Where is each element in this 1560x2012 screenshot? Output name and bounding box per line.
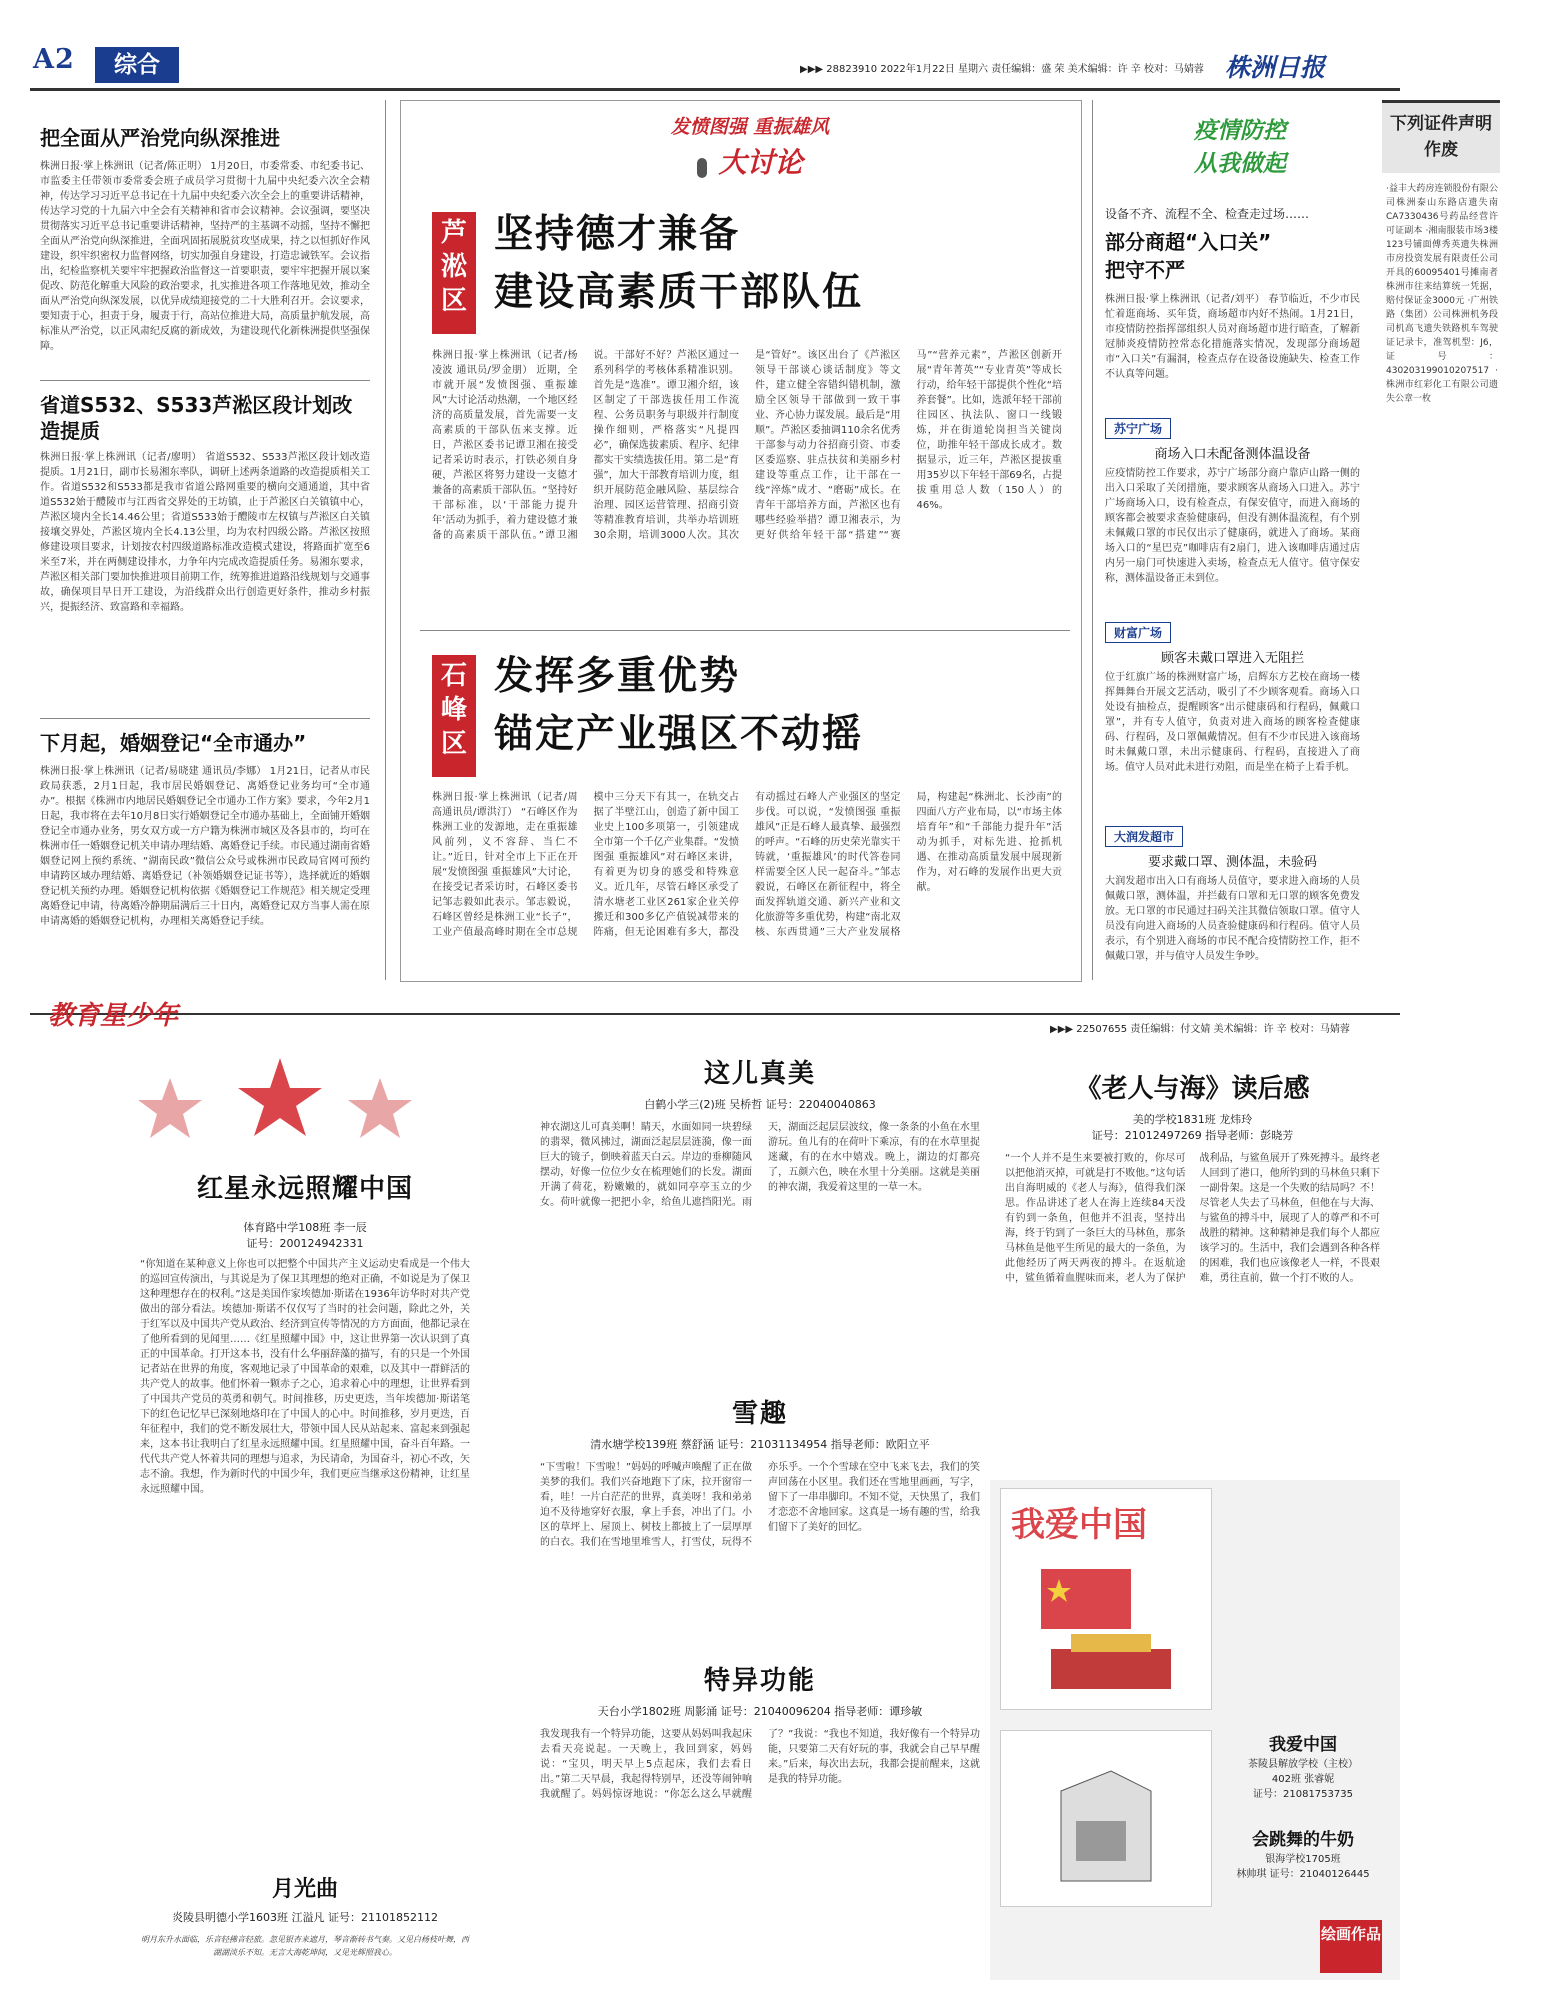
essay-title: 红星永远照耀中国 bbox=[196, 1174, 413, 1204]
section-tag: 苏宁广场 bbox=[1105, 418, 1171, 439]
notice-header bbox=[1382, 100, 1500, 173]
notice-list: ·益丰大药房连锁股份有限公司株洲泰山东路店遗失南CA7330436号药品经营许可证副本 ·湘南服装市场3楼123号铺面傅秀英遗失株洲市房投资发展有限责任公司开具的60095401号摊南者株洲市往来结算统一凭据，赔付保证金3000元 ·广州铁路（集团）公司株洲机务段司机高飞遗失铁路机车驾驶证记录卡，准驾机型：J6，证号：430203199010207517 ·株洲市红彩化工有限公司遗失公章一枚 bbox=[1386, 184, 1498, 404]
article-marriage-registration bbox=[40, 730, 370, 1004]
section-tag: 财富广场 bbox=[1105, 622, 1171, 643]
essay-moonlight bbox=[140, 1872, 470, 2003]
headline-line-2: 建设高素质干部队伍 bbox=[494, 270, 864, 315]
essay-title: 《老人与海》读后感 bbox=[1075, 1074, 1310, 1104]
headline-line-1: 发挥多重优势 bbox=[494, 654, 741, 699]
artwork-title: 我爱中国 bbox=[1269, 1735, 1337, 1755]
story-body: 株洲日报·掌上株洲讯（记者/杨凌波 通讯员/罗金朋） 近期，全市就开展“发愤图强、重振雄风”大讨论活动热潮，一个地区经济的高质量发展，首先需要一支高素质的干部队伍来支撑。近日，芦淞区委书记谭卫湘在接受记者采访时表示，打铁必须自身硬，芦淞区将努力建设一支德才兼备的高素质干部队伍。“坚持好干部标准，以‘干部能力提升年’活动为抓手，着力建设德才兼备的高素质干部队伍。”谭卫湘说。干部好不好？芦淞区通过一系列科学的考核体系精准识别。首先是“选准”。谭卫湘介绍，该区制定了干部选拔任用工作流程、公务员职务与职级并行制度操作细则，严格落实“凡提四必”，确保选拔素质、程序、纪律都实干实绩选拔任用。第二是“育强”，加大干部教育培训力度，组织开展防范金融风险、基层综合治理、园区运营管理、招商引资等精准教育培训，共举办培训班30余期，培训3000人次。其次是“管好”。该区出台了《芦淞区领导干部谈心谈话制度》等文件，建立健全容错纠错机制，激励全区领导干部做到一致干事业、齐心协力谋发展。最后是“用顺”。芦淞区委抽调110余名优秀干部参与动力谷招商引资、市委区委巡察、驻点扶贫和美丽乡村建设等重点工作，让干部在一线“淬炼”成才、“磨砺”成长。在青年干部培养方面，芦淞区也有哪些经验举措？谭卫湘表示，为更好供给年轻干部“搭建”“赛马”“营养元素”，芦淞区创新开展“青年菁英”“专业青英”等成长行动，给年轻干部提供个性化“培养套餐”。比如，选派年轻干部前往园区、执法队、窗口一线锻炼，并在街道轮岗担当关键岗位，助推年轻干部成长成才。数据显示，近三年，芦淞区提拔重用35岁以下年轻干部69名，占提拔重用总人数（150人）的46%。 bbox=[432, 350, 1062, 541]
article-title-2: 把守不严 bbox=[1105, 258, 1185, 282]
flag-and-gate-drawing bbox=[1031, 1559, 1181, 1699]
epidemic-slogan-1: 疫情防控 bbox=[1194, 118, 1286, 144]
column-divider bbox=[1092, 100, 1093, 980]
header-meta: ▶▶▶ 28823910 2022年1月22日 星期六 责任编辑：盛 荣 美术编辑：许 辛 校对：马婧蓉 bbox=[800, 64, 1204, 75]
artwork-school: 茶陵县解放学校（主校） bbox=[1248, 1759, 1358, 1770]
article-mall-checks bbox=[1105, 205, 1360, 1024]
section-title: 商场入口未配备测体温设备 bbox=[1154, 447, 1311, 462]
divider bbox=[420, 630, 1070, 631]
essay-byline: 清水塘学校139班 蔡舒涵 证号：21031134954 指导老师：欧阳立平 bbox=[590, 1438, 930, 1451]
edu-logo: 教育星少年 bbox=[48, 1001, 179, 1031]
story-body: 株洲日报·掌上株洲讯（记者/周高通讯员/谭洪汀） “石峰区作为株洲工业的发源地，走在重振雄风前列，义不容辞、当仁不让。”近日，针对全市上下正在开展“发愤图强 重振雄风”大讨论，在接受记者采访时，石峰区委书记邹志毅如此表示。邹志毅说，石峰区曾经是株洲工业“长子”，工业产值最高峰时期在全市总规模中三分天下有其一，在轨交占据了半壁江山，创造了新中国工业史上100多项第一，引领建成全市第一个千亿产业集群。“发愤图强 重振雄风”对石峰区来讲，有着更为切身的感受和特殊意义。近几年，尽管石峰区承受了清水塘老工业区261家企业关停搬迁和300多亿产值锐减带来的阵痛，但无论困难有多大，都没有动摇过石峰人产业强区的坚定步伐。可以说，“发愤图强 重振雄风”正是石峰人最真挚、最强烈的呼声。“石峰的历史荣光靠实干铸就，‘重振雄风’的时代答卷同样需要全区人民一起奋斗。”邹志毅说，石峰区在新征程中，将全面发挥轨道交通、新兴产业和文化旅游等多重优势，构建“南北双核、东西贯通”三大产业发展格局，构建起“株洲北、长沙南”的四面八方产业布局，以“市场主体培育年”和“千部能力提升年”活动为抓手，对标先进、抢抓机遇、在推动高质量发展中展现新作为，对石峰的发展作出更大贡献。 bbox=[432, 792, 1062, 938]
column-divider bbox=[385, 100, 386, 980]
essay-beautiful-here bbox=[540, 1053, 980, 1355]
article-title: 下月起，婚姻登记“全市通办” bbox=[40, 731, 307, 755]
essay-title: 月光曲 bbox=[271, 1877, 338, 1902]
masthead-logo: 株洲日报 bbox=[1225, 53, 1326, 82]
divider bbox=[40, 718, 370, 719]
star-decoration bbox=[130, 1048, 430, 1188]
header-rule bbox=[30, 88, 1400, 91]
section-label: 综合 bbox=[95, 47, 179, 83]
section-title: 要求戴口罩、测体温，未验码 bbox=[1147, 855, 1317, 870]
artwork-caption-1 bbox=[1218, 1730, 1388, 1800]
section-body: 应疫情防控工作要求，苏宁广场部分商户靠庐山路一侧的出入口采取了关闭措施，要求顾客从商场入口进入。苏宁广场商场入口，设有检查点，有保安值守，而进入商场的顾客都会被要求查验健康码，但没有测体温流程，有个别未佩戴口罩的市民仅出示了健康码，就进入了商场。某商场入口的“星巴克”咖啡店有2扇门，进入该咖啡店通过店内另一扇门可快速进入卖场，检查点无人值守。值守保安称，测体温设备正未到位。 bbox=[1105, 468, 1360, 584]
essay-old-man-sea bbox=[1005, 1068, 1380, 1451]
star-icon bbox=[138, 1078, 202, 1138]
star-icon bbox=[348, 1078, 412, 1138]
artwork-title: 会跳舞的牛奶 bbox=[1252, 1830, 1354, 1850]
essay-cert: 证号：200124942331 bbox=[246, 1237, 364, 1250]
essay-byline: 天台小学1802班 周影涌 证号：21040096204 指导老师：谭珍敏 bbox=[597, 1705, 923, 1718]
essay-body: 我发现我有一个特异功能，这要从妈妈叫我起床去看天亮说起。一天晚上，我回到家，妈妈说：“宝贝，明天早上5点起床，我们去看日出。”第二天早晨，我起得特别早，还没等闹钟响我就醒了。妈妈惊讶地说：“你怎么这么早就醒了？”我说：“我也不知道，我好像有一个特异功能，只要第二天有好玩的事，我就会自己早早醒来。”后来，每次出去玩，我都会提前醒来，这就是我的特异功能。 bbox=[540, 1729, 980, 1800]
article-body: 株洲日报·掌上株洲讯（记者/廖明） 省道S532、S533芦淞区段计划改造提质。1月21日，副市长易湘东率队，调研上述两条道路的改造提质相关工作。省道S532和S533都是我市省道公路网重要的横向交通通道，其中省道S532始于醴陵市与江西省交界处的王坊镇，止于芦淞区白关镇镇中心，芦淞区境内全长14.46公里；省道S533始于醴陵市左权镇与芦淞区白关镇接壤交界处，芦淞区境内全长4.13公里，均为农村四级公路。芦淞区按照修建设项目要求，计划按农村四级道路标准改造模式建设，将路面扩宽至6米至7米，并在两侧建设排水，力争年内完成改造提质任务。易湘东要求，芦淞区相关部门要加快推进项目前期工作，统筹推进道路沿线规划与交通事故，确保项目早日开工建设，为沿线群众出行创造更好条件，推动乡村振兴，提振经济、致富路和幸福路。 bbox=[40, 452, 370, 613]
district-chip: 石峰区 bbox=[432, 655, 476, 777]
essay-school: 体育路中学108班 李一辰 bbox=[243, 1221, 367, 1234]
epidemic-banner bbox=[1140, 112, 1340, 178]
edu-meta: ▶▶▶ 22507655 责任编辑：付文婧 美术编辑：许 辛 校对：马婧蓉 bbox=[1050, 1024, 1350, 1035]
campaign-banner bbox=[640, 112, 860, 181]
essay-byline: 白鹤小学三(2)班 吴桥哲 证号：22040040863 bbox=[644, 1098, 876, 1111]
artwork-label: 绘画作品 bbox=[1320, 1920, 1382, 1973]
painting-love-china bbox=[1000, 1488, 1212, 1710]
essay-byline: 美的学校1831班 龙炜玲 bbox=[1132, 1113, 1253, 1126]
section-body: 位于红旗广场的株洲财富广场，启辉东方艺校在商场一楼挥舞舞台开展文艺活动，吸引了不少顾客观看。商场入口处设有抽检点，提醒顾客“出示健康码和行程码，佩戴口罩”，并有专人值守，负责对进入商场的顾客检查健康码、行程码，及口罩佩戴情况。但有不少市民进入该商场时未佩戴口罩，未出示健康码、行程码，直接进入了商场。值守人员对此未进行劝阻，而是坐在椅子上看手机。 bbox=[1105, 672, 1360, 773]
artwork-cert: 林帅琪 证号：21040126445 bbox=[1236, 1869, 1370, 1880]
artwork-caption-2 bbox=[1218, 1825, 1388, 1880]
essay-special-power bbox=[540, 1660, 980, 1917]
artwork-class: 402班 张睿妮 bbox=[1271, 1774, 1335, 1785]
divider bbox=[40, 380, 370, 381]
article-title: 把全面从严治党向纵深推进 bbox=[40, 126, 280, 150]
painting-lettering: 我爱中国 bbox=[1011, 1505, 1147, 1545]
page-number: A2 bbox=[33, 44, 75, 75]
essay-body: 神农湖这儿可真美啊！睛天，水面如同一块碧绿的翡翠，微风拂过，湖面泛起层层涟漪，像一面巨大的镜子，倒映着蓝天白云。岸边的垂柳随风摆动，好像一位位少女在梳理她们的长发。湖面开满了荷花，粉嫩嫩的，就如同亭亭玉立的少女。荷叶就像一把把小伞，给鱼儿遮挡阳光。雨天，湖面泛起层层波纹，像一条条的小鱼在水里游玩。鱼儿有的在荷叶下乘凉，有的在水草里捉迷藏，有的在水中嬉戏。晚上，湖边的灯都亮了，五颜六色，映在水里十分美丽。这就是美丽的神农湖，我爱着这里的一草一木。 bbox=[540, 1122, 980, 1208]
milk-carton-drawing bbox=[1041, 1751, 1171, 1891]
artwork-cert: 证号：21081753735 bbox=[1253, 1789, 1353, 1800]
essay-red-star bbox=[140, 1168, 470, 1817]
essay-snow-fun bbox=[540, 1393, 980, 1635]
essay-body: “一个人并不是生来要被打败的，你尽可以把他消灭掉，可就是打不败他。”这句话出自海明威的《老人与海》，值得我们深思。作品讲述了老人在海上连续84天没有钓到一条鱼，但他并不沮丧，坚持出海，终于钓到了一条巨大的马林鱼，那条马林鱼是他平生所见的最大的一条鱼，为此他经历了两天两夜的搏斗。在返航途中，鲨鱼循着血腥味而来，老人为了保护战利品，与鲨鱼展开了殊死搏斗。最终老人回到了港口，他所钓到的马林鱼只剩下一副骨架。这是一个失败的结局吗？不！尽管老人失去了马林鱼，但他在与大海、与鲨鱼的搏斗中，展现了人的尊严和不可战胜的精神。这种精神是我们每个人都应该学习的。生活中，我们会遇到各种各样的困难，我们也应该像老人一样，不畏艰难，勇往直前，做一个打不败的人。 bbox=[1005, 1153, 1380, 1284]
essay-title: 这儿真美 bbox=[703, 1059, 816, 1089]
gate-icon bbox=[1051, 1649, 1171, 1689]
article-kicker: 设备不齐、流程不全、检查走过场…… bbox=[1105, 207, 1310, 221]
essay-cert: 证号：21012497269 指导老师：彭晓芳 bbox=[1091, 1129, 1294, 1142]
headline-line-2: 锚定产业强区不动摇 bbox=[494, 712, 864, 757]
essay-body: “下雪啦！下雪啦！”妈妈的呼喊声唤醒了正在做美梦的我们。我们兴奋地跑下了床，拉开窗帘一看，哇！一片白茫茫的世界，真美呀！我和弟弟迫不及待地穿好衣服，拿上手套，冲出了门。小区的草坪上、屋顶上、树枝上都披上了一层厚厚的白衣。我们在雪地里堆雪人，打雪仗，玩得不亦乐乎。一个个雪球在空中飞来飞去，我们的笑声回荡在小区里。我们还在雪地里画画，写字，留下了一串串脚印。不知不觉，天快黑了，我们才恋恋不舍地回家。这真是一场有趣的雪，给我们留下了美好的回忆。 bbox=[540, 1462, 980, 1548]
campaign-slogan-top: 发愤图强 重振雄风 bbox=[670, 116, 830, 138]
poem-body: 明月东升水面临，乐音轻拂音轻旅。忽见银杏来遮月，琴音渐转书气奏。又见白杨枝叶舞，西湖湖淡乐不知。无言大海乾坤间，又见光辉照我心。 bbox=[141, 1935, 469, 1957]
article-intro: 株洲日报·掌上株洲讯（记者/刘平） 春节临近，不少市民忙着逛商场、买年货，商场超市内好不热闹。1月21日，市疫情防控指挥部组织人员对商场超市进行暗查，了解新冠肺炎疫情防控常态化措施落实情况，发现部分商场超市“入口关”有漏洞，检查点存在设备设施缺失、检查工作不认真等问题。 bbox=[1105, 294, 1360, 380]
section-rule bbox=[30, 1013, 1400, 1015]
article-title-1: 部分商超“入口关” bbox=[1105, 230, 1272, 254]
notice-title: 下列证件声明作废 bbox=[1390, 114, 1492, 160]
essay-title: 特异功能 bbox=[703, 1666, 816, 1696]
artwork-school: 银海学校1705班 bbox=[1265, 1854, 1341, 1865]
section-body: 大润发超市出入口有商场人员值守，要求进入商场的人员佩戴口罩，测体温，并拦截有口罩和无口罩的顾客免费发放。无口罩的市民通过扫码关注其微信领取口罩。值守人员没有向进入商场的人员查验健康码和行程码。值守人员表示，有个别进入商场的市民不配合疫情防控工作，拒不佩戴口罩，并与值守人员发生争吵。 bbox=[1105, 876, 1360, 962]
article-road-upgrade bbox=[40, 392, 370, 720]
section-tag: 大润发超市 bbox=[1105, 826, 1183, 847]
star-icon bbox=[238, 1058, 322, 1136]
article-party-governance bbox=[40, 125, 370, 389]
article-body: 株洲日报·掌上株洲讯（记者/陈正明） 1月20日，市委常委、市纪委书记、市监委主任带领市委常委会班子成员学习贯彻十九届中央纪委六次全会精神，传达学习习近平总书记在十九届中央纪委六次全会上的重要讲话精神，传达学习党的十九届六中全会有关精神和省市会议精神。会议强调，要坚决贯彻落实习近平总书记重要讲话精神，坚持严的主基调不动摇，坚持不懈把全面从严治党向纵深推进，全面巩固拓展脱贫攻坚成果，持之以恒抓好作风建设，织牢织密权力监督网络，切实加强自身建设，打造忠诚铁军。会议指出，纪检监察机关要牢牢把握政治监督这一首要职责，要牢牢把握开展以案促改、防范化解重大风险的政治要求，扎实推进各项工作落地见效，推动全面从严治党向纵深发展，以优异成绩迎接党的二十大胜利召开。会议要求，要知责于心，担责于身，履责于行，高站位推进大局，高质量护航发展，高标准从严治党，以正风肃纪反腐的新成效，为建设现代化新株洲提供坚强保障。 bbox=[40, 161, 370, 352]
epidemic-slogan-2: 从我做起 bbox=[1194, 151, 1286, 177]
campaign-slogan-main: 大讨论 bbox=[718, 146, 803, 179]
essay-body: “你知道在某种意义上你也可以把整个中国共产主义运动史看成是一个伟大的巡回宣传演出，与其说是为了保卫其理想的绝对正确，不如说是为了保卫这种理想存在的权利。”这是美国作家埃德加·斯诺在1936年访华时对共产党做出的部分看法。埃德加·斯诺不仅仅写了当时的社会问题，除此之外，关于红军以及中国共产党从政治、经济到宣传等情况的方方面面，他都记录在了他所看到的见闻里……《红星照耀中国》中，这让世界第一次认识到了真正的中国革命。打开这本书，没有什么华丽辞藻的描写，有的只是一个外国记者站在世界的角度，客观地记录了中国革命的艰难，以及其中一群鲜活的共产党人的故事。他们怀着一颗赤子之心，追求着心中的理想，让世界看到了中国共产党员的英勇和朝气。时间推移，历史更迭，当年埃德加·斯诺笔下的红色记忆早已深刻地烙印在了中国人的心中。时间推移，岁月更迭，百年征程中，我们的党不断发展壮大，带领中国人民从站起来、富起来到强起来，这本书让我明白了红星永远照耀中国。红星照耀中国，奋斗百年路。一代代共产党人怀着共同的理想与追求，为民请命，为国奋斗，初心不改，矢志不渝。我想，作为新时代的中国少年，我们更应当继承这份精神，让红星永远照耀中国。 bbox=[140, 1259, 470, 1495]
microphone-icon bbox=[697, 158, 707, 178]
painting-dancing-milk bbox=[1000, 1730, 1212, 1907]
section-title: 顾客未戴口罩进入无阻拦 bbox=[1160, 651, 1304, 666]
article-body: 株洲日报·掌上株洲讯（记者/易晓建 通讯员/李娜） 1月21日，记者从市民政局获悉，2月1日起，我市居民婚姻登记、离婚登记业务均可“全市通办”。根据《株洲市内地居民婚姻登记全市通办工作方案》要求，今年2月1日起，我市将在去年10月8日实行婚姻登记全市通办基础上，全面铺开婚姻登记全市通办业务，男女双方或一方户籍为株洲市城区及各县市的，均可在株洲市任一婚姻登记机关申请办理结婚、离婚登记手续。市民通过湖南省婚姻登记网上预约系统、“湖南民政”微信公众号或株洲市民政局官网可预约申请跨区域办理结婚、离婚登记（补领婚姻登记证书等），选择就近的婚姻登记机关预约办理。婚姻登记机构依据《婚姻登记工作规范》相关规定受理离婚登记申请，待离婚冷静期届满后三十日内，离婚登记双方当事人需在原申请离婚的婚姻登记机构，办理相关离婚登记手续。 bbox=[40, 766, 370, 927]
headline-line-1: 坚持德才兼备 bbox=[494, 212, 741, 257]
essay-title: 雪趣 bbox=[731, 1399, 788, 1429]
essay-byline: 炎陵县明德小学1603班 江溢凡 证号：21101852112 bbox=[172, 1911, 438, 1924]
district-chip: 芦淞区 bbox=[432, 212, 476, 334]
article-title: 省道S532、S533芦淞区段计划改造提质 bbox=[40, 393, 353, 443]
